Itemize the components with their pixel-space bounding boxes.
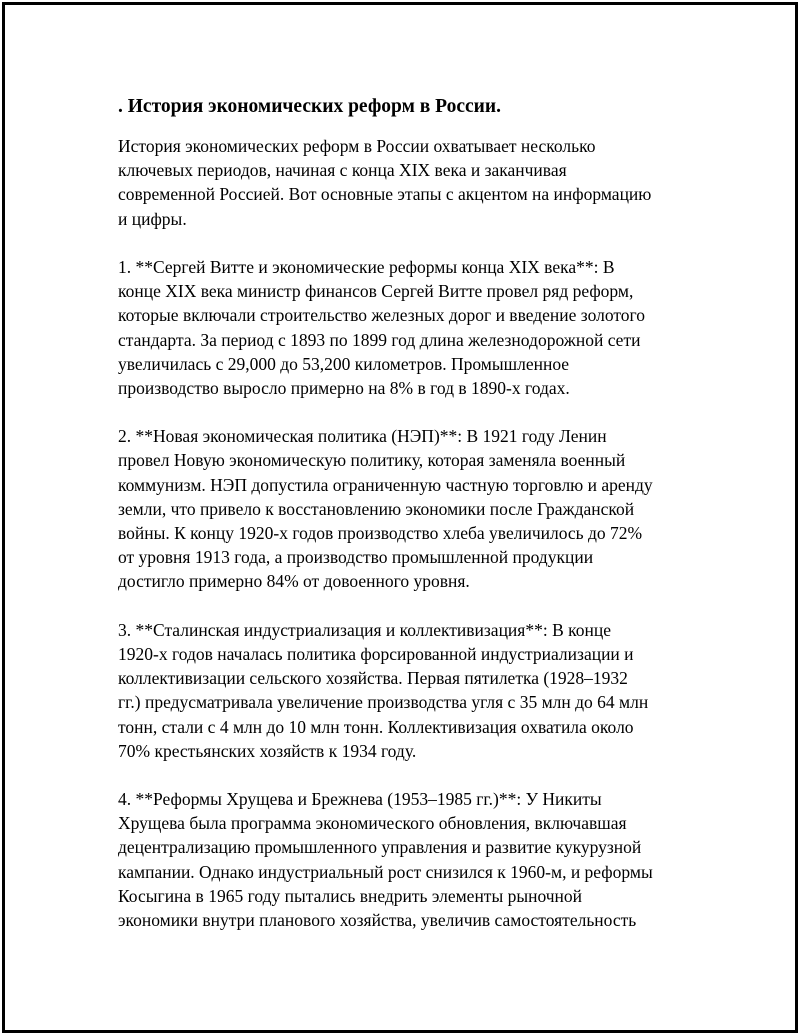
text-line: провел Новую экономическую политику, которая заменяла военный (118, 450, 626, 471)
paragraph-stalin (118, 618, 758, 763)
text-line: современной Россией. Вот основные этапы с акцентом на информацию (118, 184, 652, 205)
text-line: достигло примерно 84% от довоенного уровня. (118, 571, 470, 592)
text-line: коллективизации сельского хозяйства. Первая пятилетка (1928–1932 (118, 668, 628, 689)
text-line: конце XIX века министр финансов Сергей Витте провел ряд реформ, (118, 281, 634, 302)
paragraph-witte (118, 255, 758, 400)
text-line: земли, что привело к восстановлению экономики после Гражданской (118, 498, 635, 519)
text-line: 3. **Сталинская индустриализация и коллективизация**: В конце (118, 619, 611, 640)
text-line: которые включали строительство железных дорог и введение золотого (118, 305, 646, 326)
text-line: и цифры. (118, 208, 187, 229)
text-line: 2. **Новая экономическая политика (НЭП)**: В 1921 году Ленин (118, 426, 607, 447)
text-line: стандарта. За период с 1893 по 1899 год длина железнодорожной сети (118, 329, 641, 350)
text-line: 1920-х годов началась политика форсированной индустриализации и (118, 643, 634, 664)
text-line: ключевых периодов, начиная с конца XIX века и заканчивая (118, 160, 567, 181)
text-line: децентрализацию промышленного управления и развитие кукурузной (118, 837, 642, 858)
text-line: кампании. Однако индустриальный рост снизился к 1960-м, и реформы (118, 861, 653, 882)
text-line: 1. **Сергей Витте и экономические реформы конца XIX века**: В (118, 256, 615, 277)
text-line: экономики внутри планового хозяйства, увеличив самостоятельность (118, 910, 637, 930)
text-line: 70% крестьянских хозяйств к 1934 году. (118, 740, 417, 761)
text-line: Хрущева была программа экономического обновления, включавшая (118, 813, 627, 834)
document-title: . История экономических реформ в России. (118, 96, 502, 117)
paragraph-khrushchev-brezhnev (118, 787, 758, 932)
text-line: войны. К концу 1920-х годов производство хлеба увеличилось до 72% (118, 523, 643, 543)
document-body (118, 95, 758, 956)
text-line: производство выросло примерно на 8% в год в 1890-х годах. (118, 377, 570, 398)
text-line: гг.) предусматривала увеличение производства угля с 35 млн до 64 млн (118, 692, 649, 713)
paragraph-intro (118, 134, 758, 231)
text-line: тонн, стали с 4 млн до 10 млн тонн. Коллективизация охватила около (118, 716, 634, 737)
text-line: от уровня 1913 года, а производство промышленной продукции (118, 547, 594, 568)
text-line: Косыгина в 1965 году пытались внедрить элементы рыночной (118, 885, 583, 906)
text-line: коммунизм. НЭП допустила ограниченную частную торговлю и аренду (118, 474, 653, 495)
text-line: История экономических реформ в России охватывает несколько (118, 136, 596, 156)
text-line: 4. **Реформы Хрущева и Брежнева (1953–1985 гг.)**: У Никиты (118, 789, 602, 810)
paragraph-nep (118, 424, 758, 593)
text-line: увеличилась с 29,000 до 53,200 километров. Промышленное (118, 353, 570, 374)
